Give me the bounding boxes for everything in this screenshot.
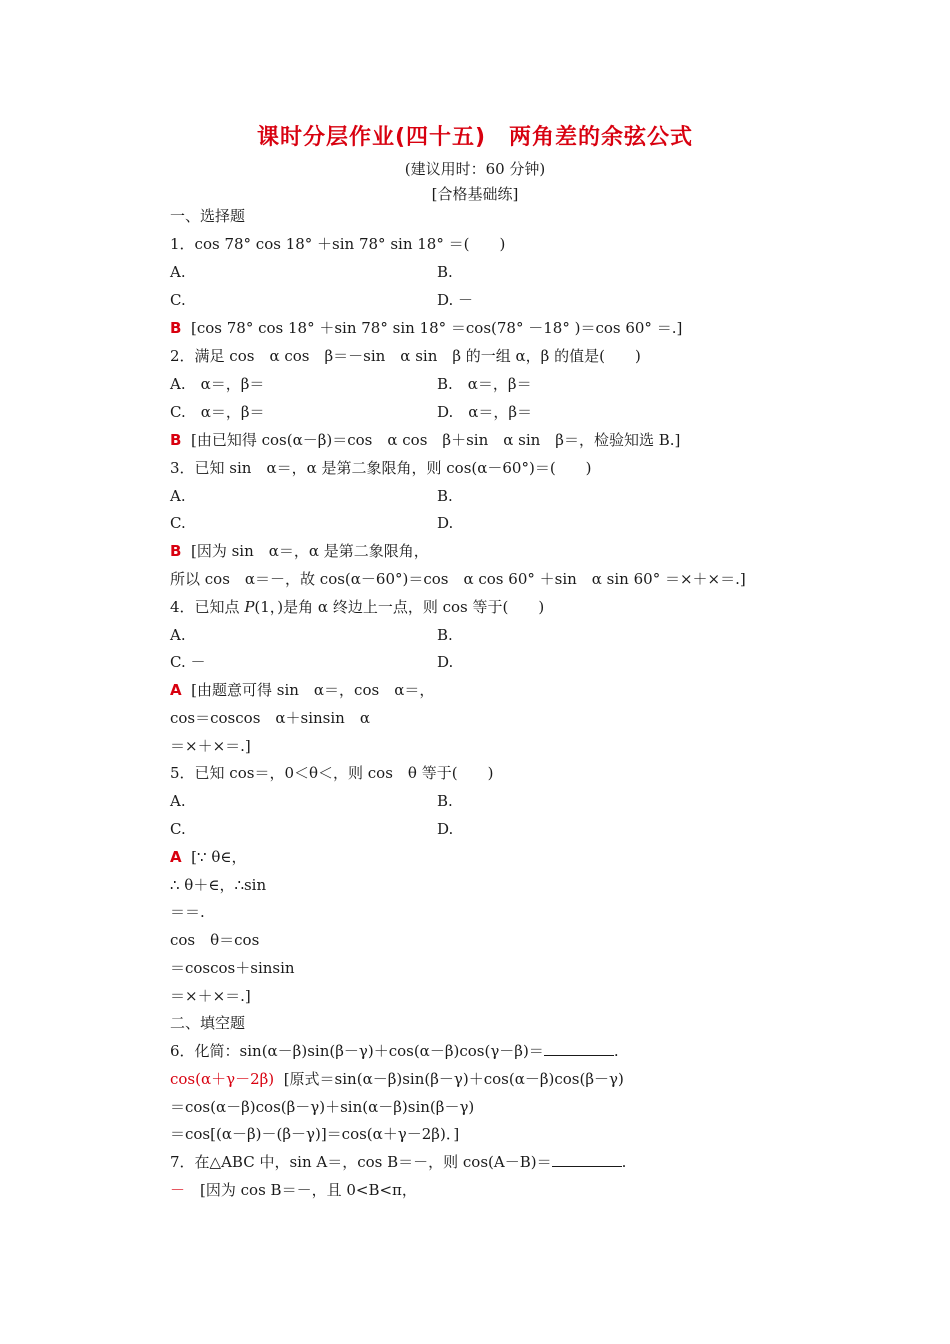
q4-option-b: B. xyxy=(437,626,453,644)
q4-explanation-1: [由题意可得 sin α＝，cos α＝， xyxy=(191,681,435,699)
q7-answer-blank xyxy=(552,1152,622,1167)
q1-option-d: D. － xyxy=(437,291,474,309)
q1-option-c: C. xyxy=(170,291,186,309)
q2-option-b: B. α＝，β＝ xyxy=(437,375,532,393)
q1-answer-letter: B xyxy=(170,319,182,337)
q4-option-d: D. xyxy=(437,653,454,671)
q6-answer-blank xyxy=(544,1041,614,1056)
question-5-stem: 5．已知 cos＝，0＜θ＜，则 cos θ 等于( ) xyxy=(170,764,494,782)
q6-stem-end: . xyxy=(613,1042,619,1060)
q4-stem-pre: 4．已知点 xyxy=(170,598,245,616)
q4-option-c: C. － xyxy=(170,653,206,671)
q2-option-d: D. α＝，β＝ xyxy=(437,403,533,421)
question-7-stem xyxy=(170,1152,626,1172)
q4-answer xyxy=(170,680,434,700)
section-heading-fill: 二、填空题 xyxy=(170,1014,246,1032)
q6-stem-text: 6．化简：sin(α－β)sin(β－γ)＋cos(α－β)cos(γ－β)＝ xyxy=(170,1042,544,1060)
q5-option-b: B. xyxy=(437,792,453,810)
q4-explanation-3: ＝×＋×＝.] xyxy=(170,737,251,755)
q5-explanation-4: cos θ＝cos xyxy=(170,931,260,949)
q7-stem-text: 7．在△ABC 中，sin A＝，cos B＝－，则 cos(A－B)＝ xyxy=(170,1153,552,1171)
q3-option-c: C. xyxy=(170,514,186,532)
q6-answer xyxy=(170,1069,624,1089)
q5-option-c: C. xyxy=(170,820,186,838)
question-2-stem: 2．满足 cos α cos β＝－sin α sin β 的一组 α，β 的值是( ) xyxy=(170,347,641,365)
q6-explanation-3: ＝cos[(α－β)－(β－γ)]＝cos(α＋γ－2β)．] xyxy=(170,1125,460,1143)
q5-answer-letter: A xyxy=(170,848,182,866)
q4-answer-letter: A xyxy=(170,681,182,699)
q3-option-d: D. xyxy=(437,514,454,532)
q3-answer-letter: B xyxy=(170,542,182,560)
time-suggestion: (建议用时：60 分钟) xyxy=(404,160,546,178)
q5-explanation-5: ＝coscos＋sinsin xyxy=(170,959,295,977)
q5-explanation-6: ＝×＋×＝.] xyxy=(170,987,251,1005)
question-6-stem xyxy=(170,1041,619,1061)
q6-explanation-1: [原式＝sin(α－β)sin(β－γ)＋cos(α－β)cos(β－γ) xyxy=(283,1070,624,1088)
q1-option-b: B. xyxy=(437,263,453,281)
q2-answer-letter: B xyxy=(170,431,182,449)
level-tag: [合格基础练] xyxy=(431,185,519,203)
q5-explanation-2: ∴ θ＋∈，∴sin xyxy=(170,876,267,894)
q2-option-c: C. α＝，β＝ xyxy=(170,403,265,421)
q2-explanation: [由已知得 cos(α－β)＝cos α cos β＋sin α sin β＝，检验知选 B.] xyxy=(190,431,681,449)
q6-answer-value: cos(α＋γ－2β) xyxy=(170,1070,275,1088)
q3-explanation-1: [因为 sin α＝，α 是第二象限角， xyxy=(190,542,429,560)
q5-explanation-1: [∵ θ∈， xyxy=(191,848,247,866)
section-heading-choice: 一、选择题 xyxy=(170,207,246,225)
q5-option-a: A. xyxy=(170,792,186,810)
q1-explanation: [cos 78° cos 18° ＋sin 78° sin 18° ＝cos(78° －18° )＝cos 60° ＝.] xyxy=(190,319,683,337)
q1-answer xyxy=(170,318,682,338)
question-3-stem: 3．已知 sin α＝，α 是第二象限角，则 cos(α－60°)＝( ) xyxy=(170,459,592,477)
q4-option-a: A. xyxy=(170,626,186,644)
q7-answer-value: － xyxy=(170,1181,186,1199)
q2-answer xyxy=(170,430,680,450)
q3-explanation-2: 所以 cos α＝－，故 cos(α－60°)＝cos α cos 60° ＋sin α sin 60° ＝×＋×＝.] xyxy=(170,570,746,588)
q1-option-a: A. xyxy=(170,263,186,281)
q7-explanation: [因为 cos B＝－，且 0<B<π， xyxy=(200,1181,417,1199)
q5-option-d: D. xyxy=(437,820,454,838)
q5-answer xyxy=(170,847,246,867)
q2-option-a: A. α＝，β＝ xyxy=(170,375,265,393)
page-title: 课时分层作业(四十五) 两角差的余弦公式 xyxy=(256,125,694,150)
q5-explanation-3: ＝＝. xyxy=(170,903,205,921)
q3-option-b: B. xyxy=(437,487,453,505)
q4-point-label: P xyxy=(244,598,255,616)
q6-explanation-2: ＝cos(α－β)cos(β－γ)＋sin(α－β)sin(β－γ) xyxy=(170,1098,475,1116)
q3-answer xyxy=(170,541,429,561)
q7-answer xyxy=(170,1180,417,1200)
question-4-stem xyxy=(170,597,544,617)
q4-explanation-2: cos＝coscos α＋sinsin α xyxy=(170,709,370,727)
q4-stem-post: (1，)是角 α 终边上一点，则 cos 等于( ) xyxy=(254,598,545,616)
q7-stem-end: . xyxy=(621,1153,627,1171)
question-1-stem: 1．cos 78° cos 18° ＋sin 78° sin 18° ＝( ) xyxy=(170,235,506,253)
q3-option-a: A. xyxy=(170,487,186,505)
